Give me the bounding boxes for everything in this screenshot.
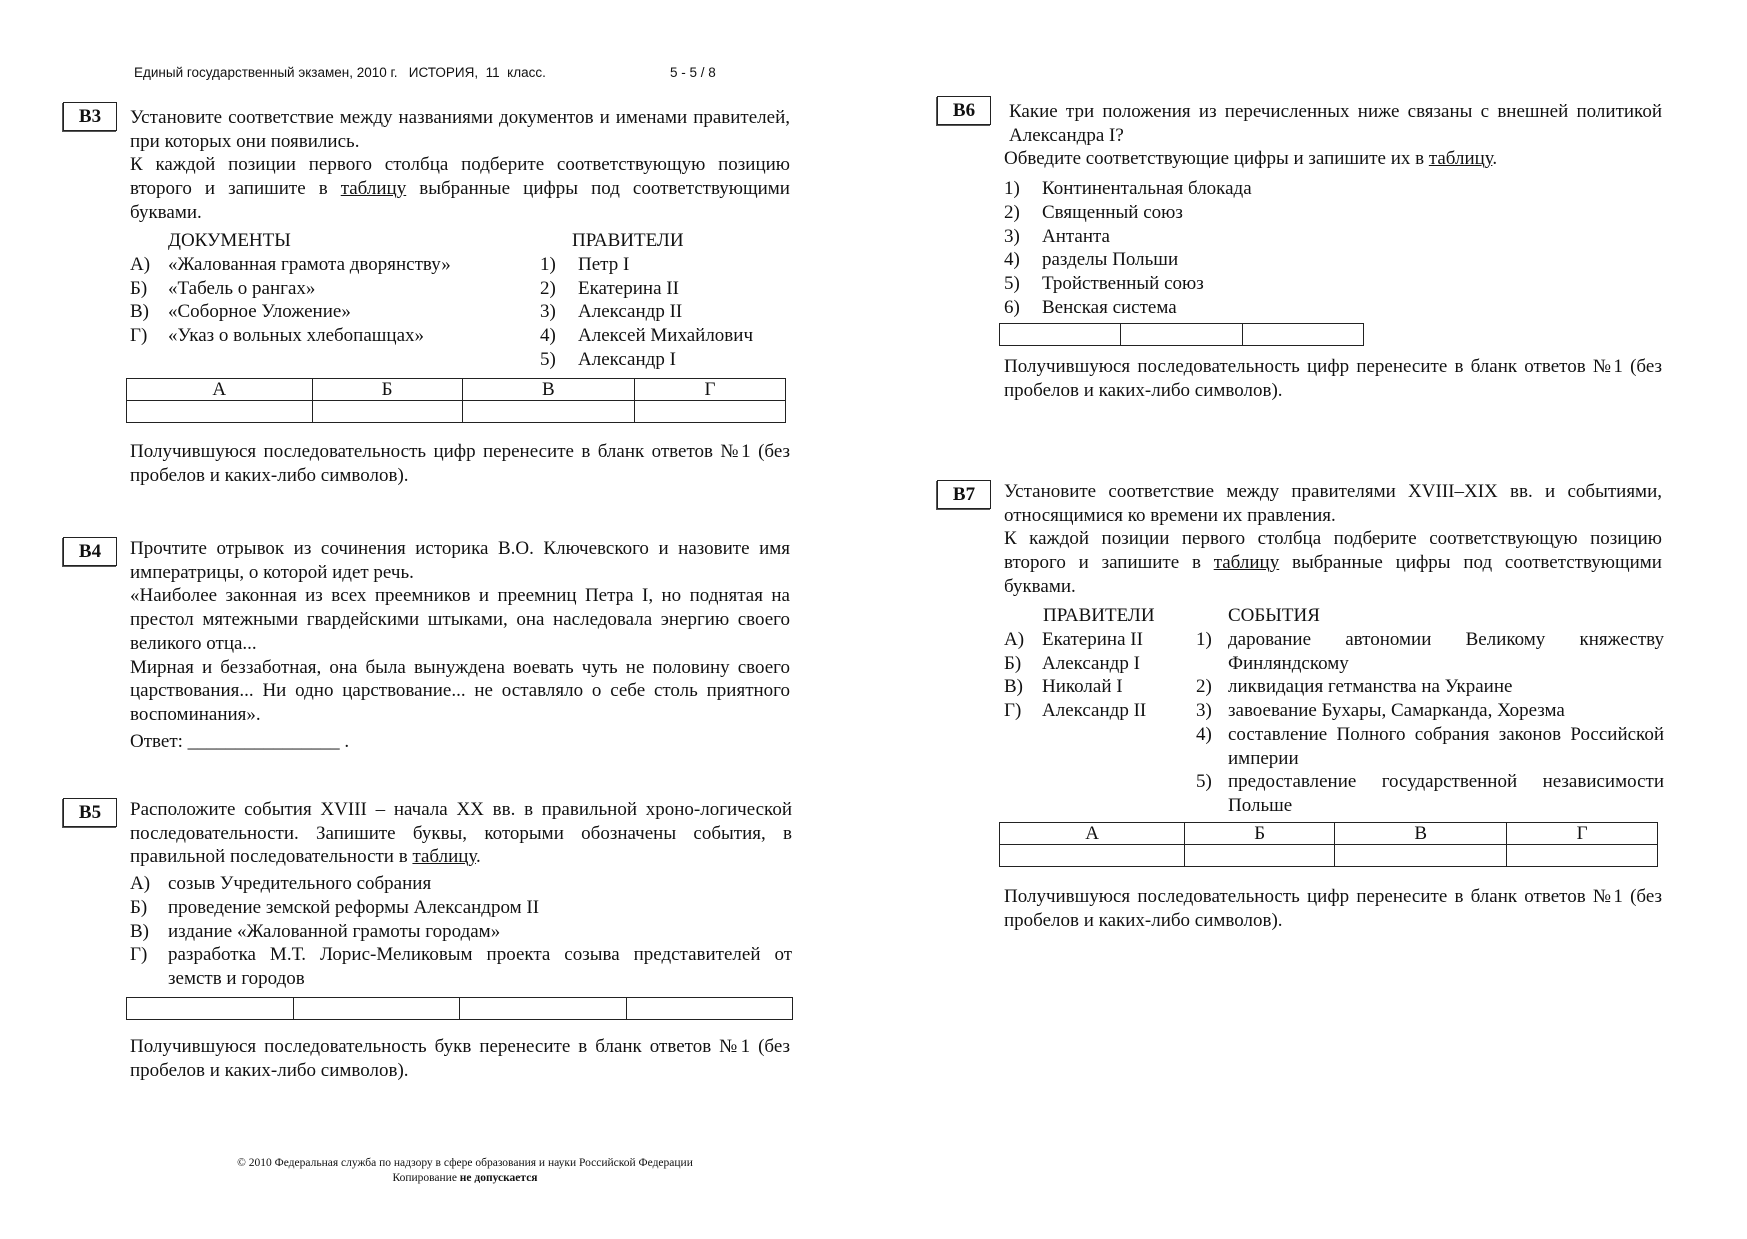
question-label-b3: B3 — [63, 102, 117, 131]
answer-cell[interactable] — [1507, 845, 1658, 867]
answer-cell[interactable] — [1335, 845, 1507, 867]
b7-col-events: СОБЫТИЯ — [1228, 605, 1320, 626]
list-item: 3) завоевание Бухары, Самарканда, Хорезма — [1196, 700, 1565, 722]
list-item: А) созыв Учредительного собрания — [130, 873, 432, 895]
b7-col-rulers: ПРАВИТЕЛИ — [1043, 605, 1155, 626]
list-item: А) Екатерина II — [1004, 629, 1143, 650]
answer-cell[interactable] — [1185, 845, 1335, 867]
answer-field[interactable]: ________________ . — [187, 730, 350, 752]
list-item: 1) Петр I — [540, 254, 630, 275]
list-item: Б) «Табель о рангах» — [130, 277, 316, 299]
b7-answer-table: А Б В Г — [999, 822, 1658, 867]
list-item: 3) Александр II — [540, 301, 683, 323]
answer-cell[interactable] — [127, 998, 294, 1020]
table-link: таблицу — [1213, 552, 1280, 574]
list-item: 2) Екатерина II — [540, 277, 679, 299]
list-item: 1) дарование автономии Великому княжеству Финляндскому — [1196, 629, 1664, 674]
list-item: 4) разделы Польши — [1004, 249, 1179, 271]
list-item: Г) «Указ о вольных хлебопашцах» — [130, 325, 424, 347]
b4-text: Прочтите отрывок из сочинения историка В.О. Ключевского и назовите имя императрицы, о которой идет речь. «Наиболее законная из всех преемников и преемниц Петра I, но поднятая на престол мятежными гвардейскими штыками, она наследовала энергию своего великого отца... Мирная и беззаботная, она была вынуждена воевать чуть не половину своего царствования... Ни одно царствование... не оставляло о себе столь приятного воспоминания». Ответ: ________________ . — [130, 538, 790, 752]
page-number: 5 - 5 / 8 — [670, 65, 716, 80]
list-item: В) Николай I — [1004, 676, 1123, 698]
b6-note: Получившуюся последовательность цифр перенесите в бланк ответов №1 (без пробелов и каких-либо символов). — [1004, 356, 1662, 401]
b3-col-documents: ДОКУМЕНТЫ — [168, 230, 291, 251]
b7-events-list — [1196, 628, 1664, 818]
answer-cell[interactable] — [1121, 324, 1242, 346]
answer-cell[interactable] — [127, 401, 313, 423]
list-item: 6) Венская система — [1004, 296, 1177, 318]
list-item: В) издание «Жалованной грамоты городам» — [130, 920, 501, 942]
answer-cell[interactable] — [635, 401, 786, 423]
list-item: 5) Александр I — [540, 348, 676, 370]
answer-cell[interactable] — [462, 401, 634, 423]
list-item: 2) Священный союз — [1004, 201, 1183, 223]
question-label-b4: B4 — [63, 537, 117, 566]
b7-rulers-list — [1004, 628, 1146, 723]
list-item: 1) Континентальная блокада — [1004, 178, 1252, 200]
answer-cell[interactable] — [460, 998, 627, 1020]
footer: © 2010 Федеральная служба по надзору в сфере образования и науки Российской Федерации Копирование не допускается — [180, 1156, 750, 1186]
answer-cell[interactable] — [293, 998, 460, 1020]
b6-options-list — [1004, 177, 1662, 319]
copyright: © 2010 Федеральная служба по надзору в сфере образования и науки Российской Федерации — [237, 1157, 693, 1169]
answer-cell[interactable] — [312, 401, 462, 423]
b3-text-1: Установите соответствие между названиями документов и именами правителей, при которых они появились. — [130, 107, 790, 152]
list-item: А) «Жалованная грамота дворянству» — [130, 254, 451, 275]
list-item: 2) ликвидация гетманства на Украине — [1196, 676, 1513, 698]
table-link: таблицу — [412, 846, 477, 868]
b6-answer-table — [999, 323, 1364, 346]
b3-rulers-list — [540, 253, 753, 372]
b3-answer-table: А Б В Г — [126, 378, 786, 423]
b5-answer-table — [126, 997, 793, 1020]
b5-events-list — [130, 872, 792, 991]
answer-cell[interactable] — [1000, 845, 1185, 867]
answer-label: Ответ: — [130, 730, 188, 752]
b6-text: Какие три положения из перечисленных ниже связаны с внешней политикой Александра I? Обведите соответствующие цифры и запишите их в таблицу. 1) Континентальная блокада 2) Священный союз 3) Антанта 4) разделы Польши 5) Тройственный союз 6) Венская система — [1004, 101, 1662, 318]
b3-instructions — [130, 106, 790, 225]
b5-note: Получившуюся последовательность букв перенесите в бланк ответов №1 (без пробелов и каких-либо символов). — [130, 1036, 790, 1081]
question-label-b5: B5 — [63, 798, 117, 827]
list-item: 5) предоставление государственной независимости Польше — [1196, 771, 1664, 816]
list-item: 3) Антанта — [1004, 225, 1110, 247]
table-link: таблицу — [340, 178, 407, 200]
list-item: 4) составление Полного собрания законов Российской империи — [1196, 723, 1664, 769]
question-label-b7: B7 — [937, 480, 991, 509]
b3-note: Получившуюся последовательность цифр перенесите в бланк ответов №1 (без пробелов и каких-либо символов). — [130, 441, 790, 486]
list-item: 4) Алексей Михайлович — [540, 325, 753, 347]
question-label-b6: B6 — [937, 96, 991, 125]
exam-header: Единый государственный экзамен, 2010 г. ИСТОРИЯ, 11 класс. — [134, 65, 546, 80]
b7-text: Установите соответствие между правителями XVIII–XIX вв. и событиями, относящимися ко времени их правления. К каждой позиции первого столбца подберите соответствующую позицию второго и запишите в таблицу выбранные цифры под соответствующими буквами. — [1004, 481, 1662, 597]
list-item: Б) проведение земской реформы Александром II — [130, 896, 540, 918]
list-item: Б) Александр I — [1004, 652, 1140, 674]
list-item: Г) Александр II — [1004, 700, 1147, 722]
answer-cell[interactable] — [1242, 324, 1363, 346]
b3-col-rulers: ПРАВИТЕЛИ — [572, 230, 684, 251]
list-item: Г) разработка М.Т. Лорис-Меликовым проекта созыва представителей от земств и городов — [130, 944, 792, 989]
b5-text: Расположите события XVIII – начала XX вв. в правильной хроно-логической последовательности. Запишите буквы, которыми обозначены события, в правильной последовательности в таблицу. А) созыв Учредительного собрания Б) проведение земской реформы Александром II В) издание «Жалованной грамоты городам» Г) разработка М.Т. Лорис-Меликовым проекта созыва представителей от земств и городов — [130, 799, 792, 989]
list-item: В) «Соборное Уложение» — [130, 301, 351, 323]
b4-quote-1: «Наиболее законная из всех преемников и преемниц Петра I, но поднятая на престол мятежными гвардейскими штыками, она наследовала энергию своего великого отца... — [130, 585, 790, 654]
b3-text-2: К каждой позиции первого столбца подберите соответствующую позицию второго и запишите в таблицу выбранные цифры под соответствующими буквами. — [130, 154, 790, 223]
b4-quote-2: Мирная и беззаботная, она была вынуждена воевать чуть не половину своего царствования... Ни одно царствование... не оставляло о себе столь приятного воспоминания». — [130, 656, 790, 725]
b7-note: Получившуюся последовательность цифр перенесите в бланк ответов №1 (без пробелов и каких-либо символов). — [1004, 886, 1662, 931]
b3-documents-list — [130, 253, 451, 348]
list-item: 5) Тройственный союз — [1004, 272, 1204, 294]
table-link: таблицу — [1428, 148, 1493, 170]
answer-cell[interactable] — [1000, 324, 1121, 346]
answer-cell[interactable] — [626, 998, 793, 1020]
